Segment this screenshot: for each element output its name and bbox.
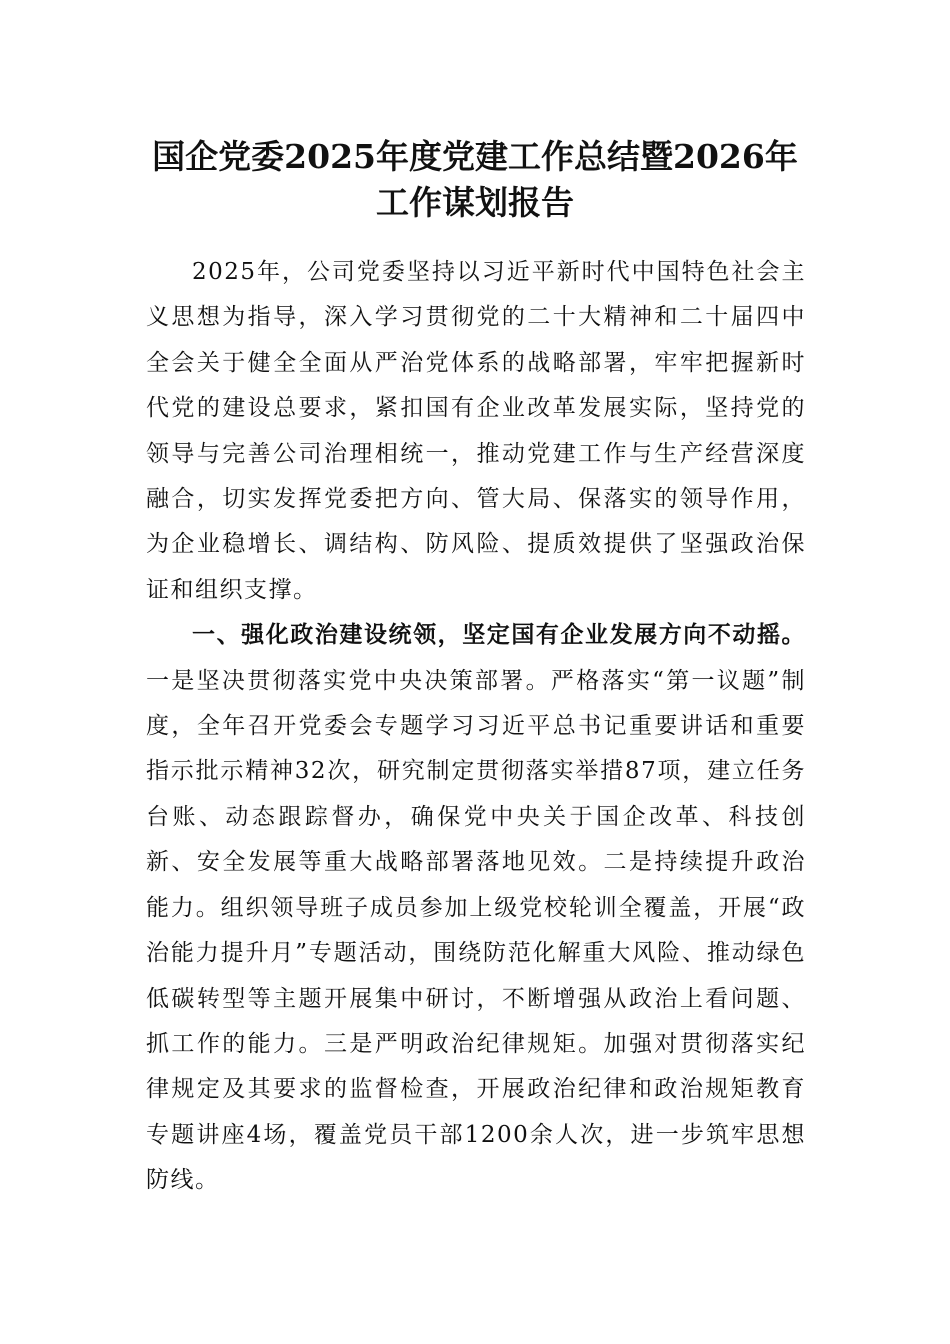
title-line-1: 国企党委2025年度党建工作总结暨2026年: [152, 137, 798, 177]
intro-paragraph: 2025年，公司党委坚持以习近平新时代中国特色社会主义思想为指导，深入学习贯彻党的二十大精神和二十届四中全会关于健全全面从严治党体系的战略部署，牢牢把握新时代党的建设总要求，紧扣国有企业改革发展实际，坚持党的领导与完善公司治理相统一，推动党建工作与生产经营深度融合，切实发挥党委把方向、管大局、保落实的领导作用，为企业稳增长、调结构、防风险、提质效提供了坚强政治保证和组织支撑。: [146, 259, 806, 603]
section-1-body: 一是坚决贯彻落实党中央决策部署。严格落实“第一议题”制度，全年召开党委会专题学习习近平总书记重要讲话和重要指示批示精神32次，研究制定贯彻落实举措87项，建立任务台账、动态跟踪督办，确保党中央关于国企改革、科技创新、安全发展等重大战略部署落地见效。二是持续提升政治能力。组织领导班子成员参加上级党校轮训全覆盖，开展“政治能力提升月”专题活动，围绕防范化解重大风险、推动绿色低碳转型等主题开展集中研讨，不断增强从政治上看问题、抓工作的能力。三是严明政治纪律规矩。加强对贯彻落实纪律规定及其要求的监督检查，开展政治纪律和政治规矩教育专题讲座4场，覆盖党员干部1200余人次，进一步筑牢思想防线。: [146, 667, 806, 1194]
section-1-paragraph: [146, 613, 806, 1203]
title-line-2: 工作谋划报告: [376, 183, 574, 223]
document-body: [146, 250, 806, 1204]
document-title: [140, 134, 810, 226]
section-1-heading: 一、强化政治建设统领，坚定国有企业发展方向不动摇。: [192, 622, 806, 649]
